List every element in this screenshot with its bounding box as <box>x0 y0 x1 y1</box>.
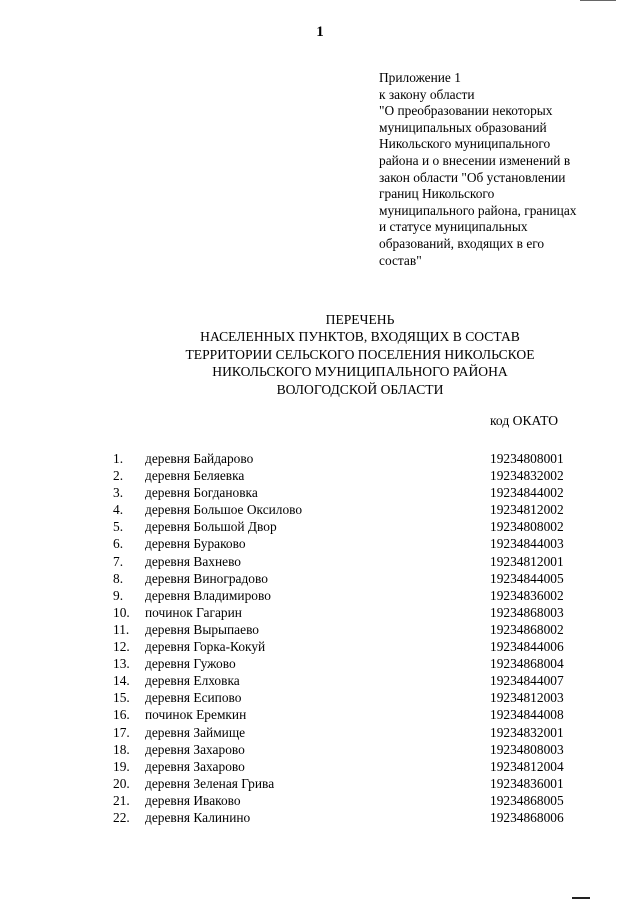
okato-code: 19234868003 <box>490 604 564 620</box>
settlement-name: деревня Захарово <box>145 741 245 757</box>
okato-code: 19234836002 <box>490 587 564 603</box>
okato-code: 19234808002 <box>490 519 564 535</box>
list-item <box>0 689 640 706</box>
appendix-line: границ Никольского <box>379 186 495 202</box>
item-number: 8. <box>113 570 124 586</box>
list-item <box>0 809 640 826</box>
settlement-name: деревня Захарово <box>145 758 245 774</box>
settlement-name: деревня Беляевка <box>145 468 245 484</box>
list-item <box>0 535 640 552</box>
okato-code: 19234868006 <box>490 809 564 825</box>
appendix-line: закон области "Об установлении <box>379 169 566 185</box>
appendix-line: к закону области <box>379 86 475 102</box>
appendix-line: Приложение 1 <box>379 70 461 85</box>
list-item <box>0 621 640 638</box>
list-item <box>0 518 640 535</box>
appendix-note <box>379 70 619 269</box>
okato-code: 19234844007 <box>490 673 564 689</box>
list-item <box>0 501 640 518</box>
settlement-name: деревня Калинино <box>145 809 251 825</box>
settlement-name: деревня Гужово <box>145 656 236 672</box>
item-number: 11. <box>113 621 130 637</box>
item-number: 20. <box>113 775 130 791</box>
settlement-name: деревня Займище <box>145 724 246 740</box>
okato-code: 19234832001 <box>490 724 564 740</box>
list-item <box>0 638 640 655</box>
appendix-line: Никольского муниципального <box>379 136 551 152</box>
item-number: 22. <box>113 809 130 825</box>
okato-code: 19234844008 <box>490 707 564 723</box>
okato-code: 19234844002 <box>490 485 564 501</box>
settlement-name: деревня Большое Оксилово <box>145 502 303 518</box>
list-item <box>0 758 640 775</box>
list-item <box>0 587 640 604</box>
item-number: 14. <box>113 673 130 689</box>
okato-code: 19234836001 <box>490 775 564 791</box>
item-number: 10. <box>113 604 130 620</box>
item-number: 12. <box>113 639 130 655</box>
item-number: 16. <box>113 707 130 723</box>
title-line: НАСЕЛЕННЫХ ПУНКТОВ, ВХОДЯЩИХ В СОСТАВ <box>200 329 520 345</box>
okato-code: 19234808001 <box>490 451 564 466</box>
settlement-name: деревня Виноградово <box>145 570 268 586</box>
item-number: 21. <box>113 792 130 808</box>
item-number: 19. <box>113 758 130 774</box>
settlement-name: деревня Вырыпаево <box>145 621 259 637</box>
list-item <box>0 775 640 792</box>
settlement-name: деревня Байдарово <box>145 451 254 466</box>
appendix-line: "О преобразовании некоторых <box>379 103 553 119</box>
okato-code: 19234844005 <box>490 570 564 586</box>
okato-code: 19234812003 <box>490 690 564 706</box>
item-number: 6. <box>113 536 124 552</box>
item-number: 9. <box>113 587 124 603</box>
okato-code: 19234808003 <box>490 741 564 757</box>
okato-column-header: код ОКАТО <box>490 413 559 428</box>
okato-code: 19234844006 <box>490 639 564 655</box>
list-item <box>0 655 640 672</box>
settlement-name: деревня Большой Двор <box>145 519 277 535</box>
okato-code: 19234868002 <box>490 621 564 637</box>
okato-code: 19234868005 <box>490 792 564 808</box>
item-number: 17. <box>113 724 130 740</box>
settlement-name: деревня Горка-Кокуй <box>145 639 266 655</box>
item-number: 7. <box>113 553 124 569</box>
item-number: 1. <box>113 451 124 466</box>
settlement-name: починок Еремкин <box>145 707 247 723</box>
settlement-list <box>0 450 640 826</box>
settlement-name: деревня Зеленая Грива <box>145 775 275 791</box>
settlement-name: деревня Есипово <box>145 690 242 706</box>
list-item <box>0 570 640 587</box>
list-item <box>0 792 640 809</box>
appendix-line: и статусе муниципальных <box>379 219 528 235</box>
list-item <box>0 467 640 484</box>
item-number: 5. <box>113 519 124 535</box>
appendix-line: муниципальных образований <box>379 119 547 135</box>
title-line: ВОЛОГОДСКОЙ ОБЛАСТИ <box>276 381 444 397</box>
list-item <box>0 450 640 467</box>
item-number: 3. <box>113 485 124 501</box>
title-line: НИКОЛЬСКОГО МУНИЦИПАЛЬНОГО РАЙОНА <box>212 364 508 380</box>
page-number: 1 <box>316 24 324 40</box>
settlement-name: деревня Елховка <box>145 673 240 689</box>
list-item <box>0 604 640 621</box>
item-number: 15. <box>113 690 130 706</box>
appendix-line: образований, входящих в его <box>379 235 545 251</box>
appendix-line: района и о внесении изменений в <box>379 152 571 168</box>
appendix-line: состав" <box>379 252 422 268</box>
item-number: 2. <box>113 468 124 484</box>
settlement-name: починок Гагарин <box>145 604 242 620</box>
okato-code: 19234844003 <box>490 536 564 552</box>
list-item <box>0 553 640 570</box>
list-item <box>0 484 640 501</box>
item-number: 13. <box>113 656 130 672</box>
item-number: 4. <box>113 502 124 518</box>
title-line: ТЕРРИТОРИИ СЕЛЬСКОГО ПОСЕЛЕНИЯ НИКОЛЬСКОЕ <box>185 346 535 362</box>
settlement-name: деревня Владимирово <box>145 587 271 603</box>
scan-mark-top <box>580 0 616 4</box>
settlement-name: деревня Бураково <box>145 536 246 552</box>
appendix-line: муниципального района, границах <box>379 202 577 218</box>
okato-code: 19234812002 <box>490 502 564 518</box>
title-heading: ПЕРЕЧЕНЬ <box>325 312 395 327</box>
document-title <box>0 311 640 398</box>
okato-code: 19234868004 <box>490 656 564 672</box>
list-item <box>0 741 640 758</box>
scan-mark-bottom <box>572 897 590 903</box>
settlement-name: деревня Иваково <box>145 792 241 808</box>
settlement-name: деревня Вахнево <box>145 553 241 569</box>
list-item <box>0 724 640 741</box>
okato-code: 19234832002 <box>490 468 564 484</box>
okato-code: 19234812001 <box>490 553 564 569</box>
settlement-name: деревня Богдановка <box>145 485 258 501</box>
okato-code: 19234812004 <box>490 758 564 774</box>
list-item <box>0 672 640 689</box>
item-number: 18. <box>113 741 130 757</box>
list-item <box>0 706 640 723</box>
